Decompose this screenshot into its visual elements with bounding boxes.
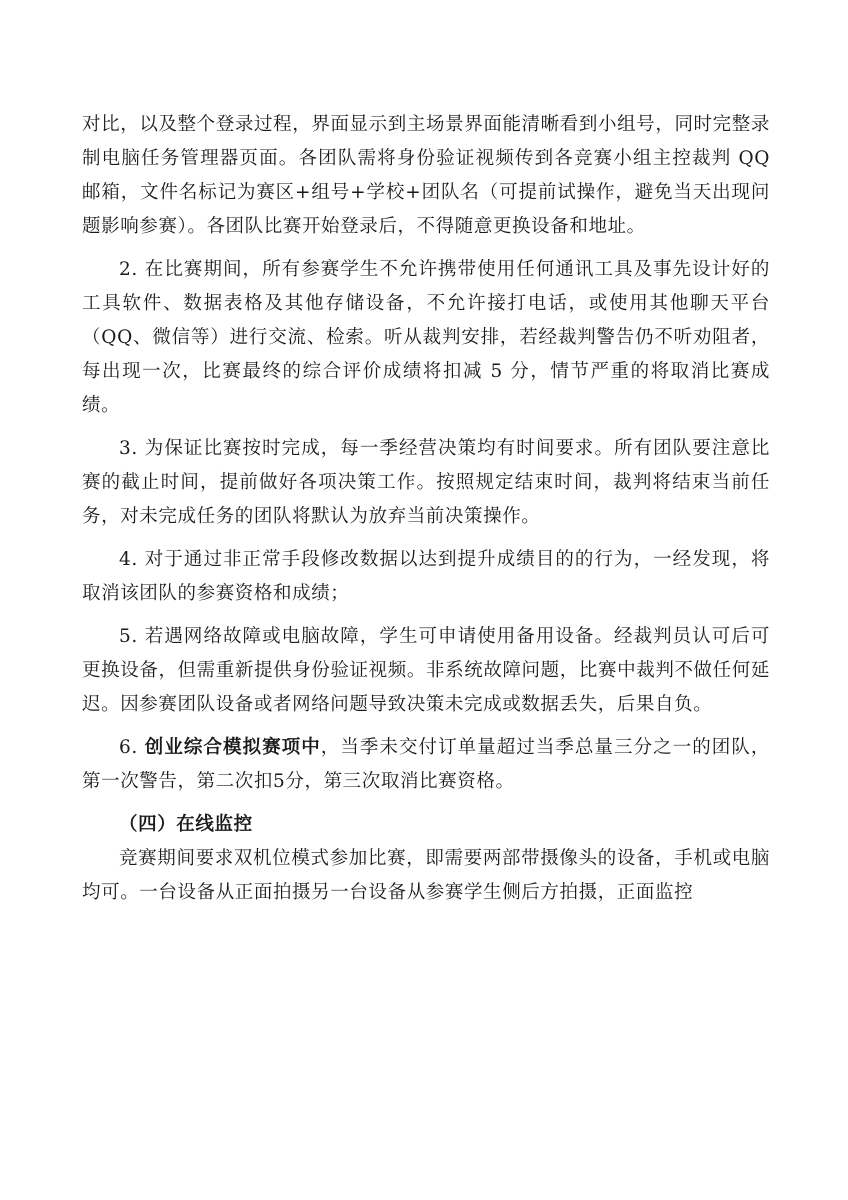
section-heading-online-monitoring: （四）在线监控: [119, 814, 253, 835]
rule-6-bold-phrase: 创业综合模拟赛项中: [144, 737, 321, 758]
paragraph-rule-2: 2. 在比赛期间，所有参赛学生不允许携带使用任何通讯工具及事先设计好的工具软件、数据表格及其他存储设备，不允许接打电话，或使用其他聊天平台（QQ、微信等）进行交流、检索。听从裁判安排，若经裁判警告仍不听劝阻者，每出现一次，比赛最终的综合评价成绩将扣减 5 分，情节严重的将取消比赛成绩。: [82, 259, 770, 416]
paragraph-identity-verification: 对比，以及整个登录过程，界面显示到主场景界面能清晰看到小组号，同时完整录制电脑任务管理器页面。各团队需将身份验证视频传到各竞赛小组主控裁判 QQ 邮箱，文件名标记为赛区+组号+学校+团队名（可提前试操作，避免当天出现问题影响参赛）。各团队比赛开始登录后，不得随意更换设备和地址。: [82, 114, 770, 237]
document-page: [82, 108, 770, 910]
paragraph-rule-6: [82, 731, 770, 799]
paragraph-rule-5: 5. 若遇网络故障或电脑故障，学生可申请使用备用设备。经裁判员认可后可更换设备，但需重新提供身份验证视频。非系统故障问题，比赛中裁判不做任何延迟。因参赛团队设备或者网络问题导致决策未完成或数据丢失，后果自负。: [82, 626, 770, 715]
rule-6-text: ，当季未交付订单量超过当季总量三分之一的团队，第一次警告，第二次扣5分，第三次取消比赛资格。: [82, 737, 770, 792]
paragraph-dual-camera: 竞赛期间要求双机位模式参加比赛，即需要两部带摄像头的设备，手机或电脑均可。一台设备从正面拍摄另一台设备从参赛学生侧后方拍摄，正面监控: [82, 848, 770, 903]
paragraph-rule-3: 3. 为保证比赛按时完成，每一季经营决策均有时间要求。所有团队要注意比赛的截止时间，提前做好各项决策工作。按照规定结束时间，裁判将结束当前任务，对未完成任务的团队将默认为放弃当前决策操作。: [82, 438, 770, 527]
paragraph-rule-4: 4. 对于通过非正常手段修改数据以达到提升成绩目的的行为，一经发现，将取消该团队的参赛资格和成绩；: [82, 549, 770, 604]
rule-6-number: 6.: [119, 737, 145, 758]
